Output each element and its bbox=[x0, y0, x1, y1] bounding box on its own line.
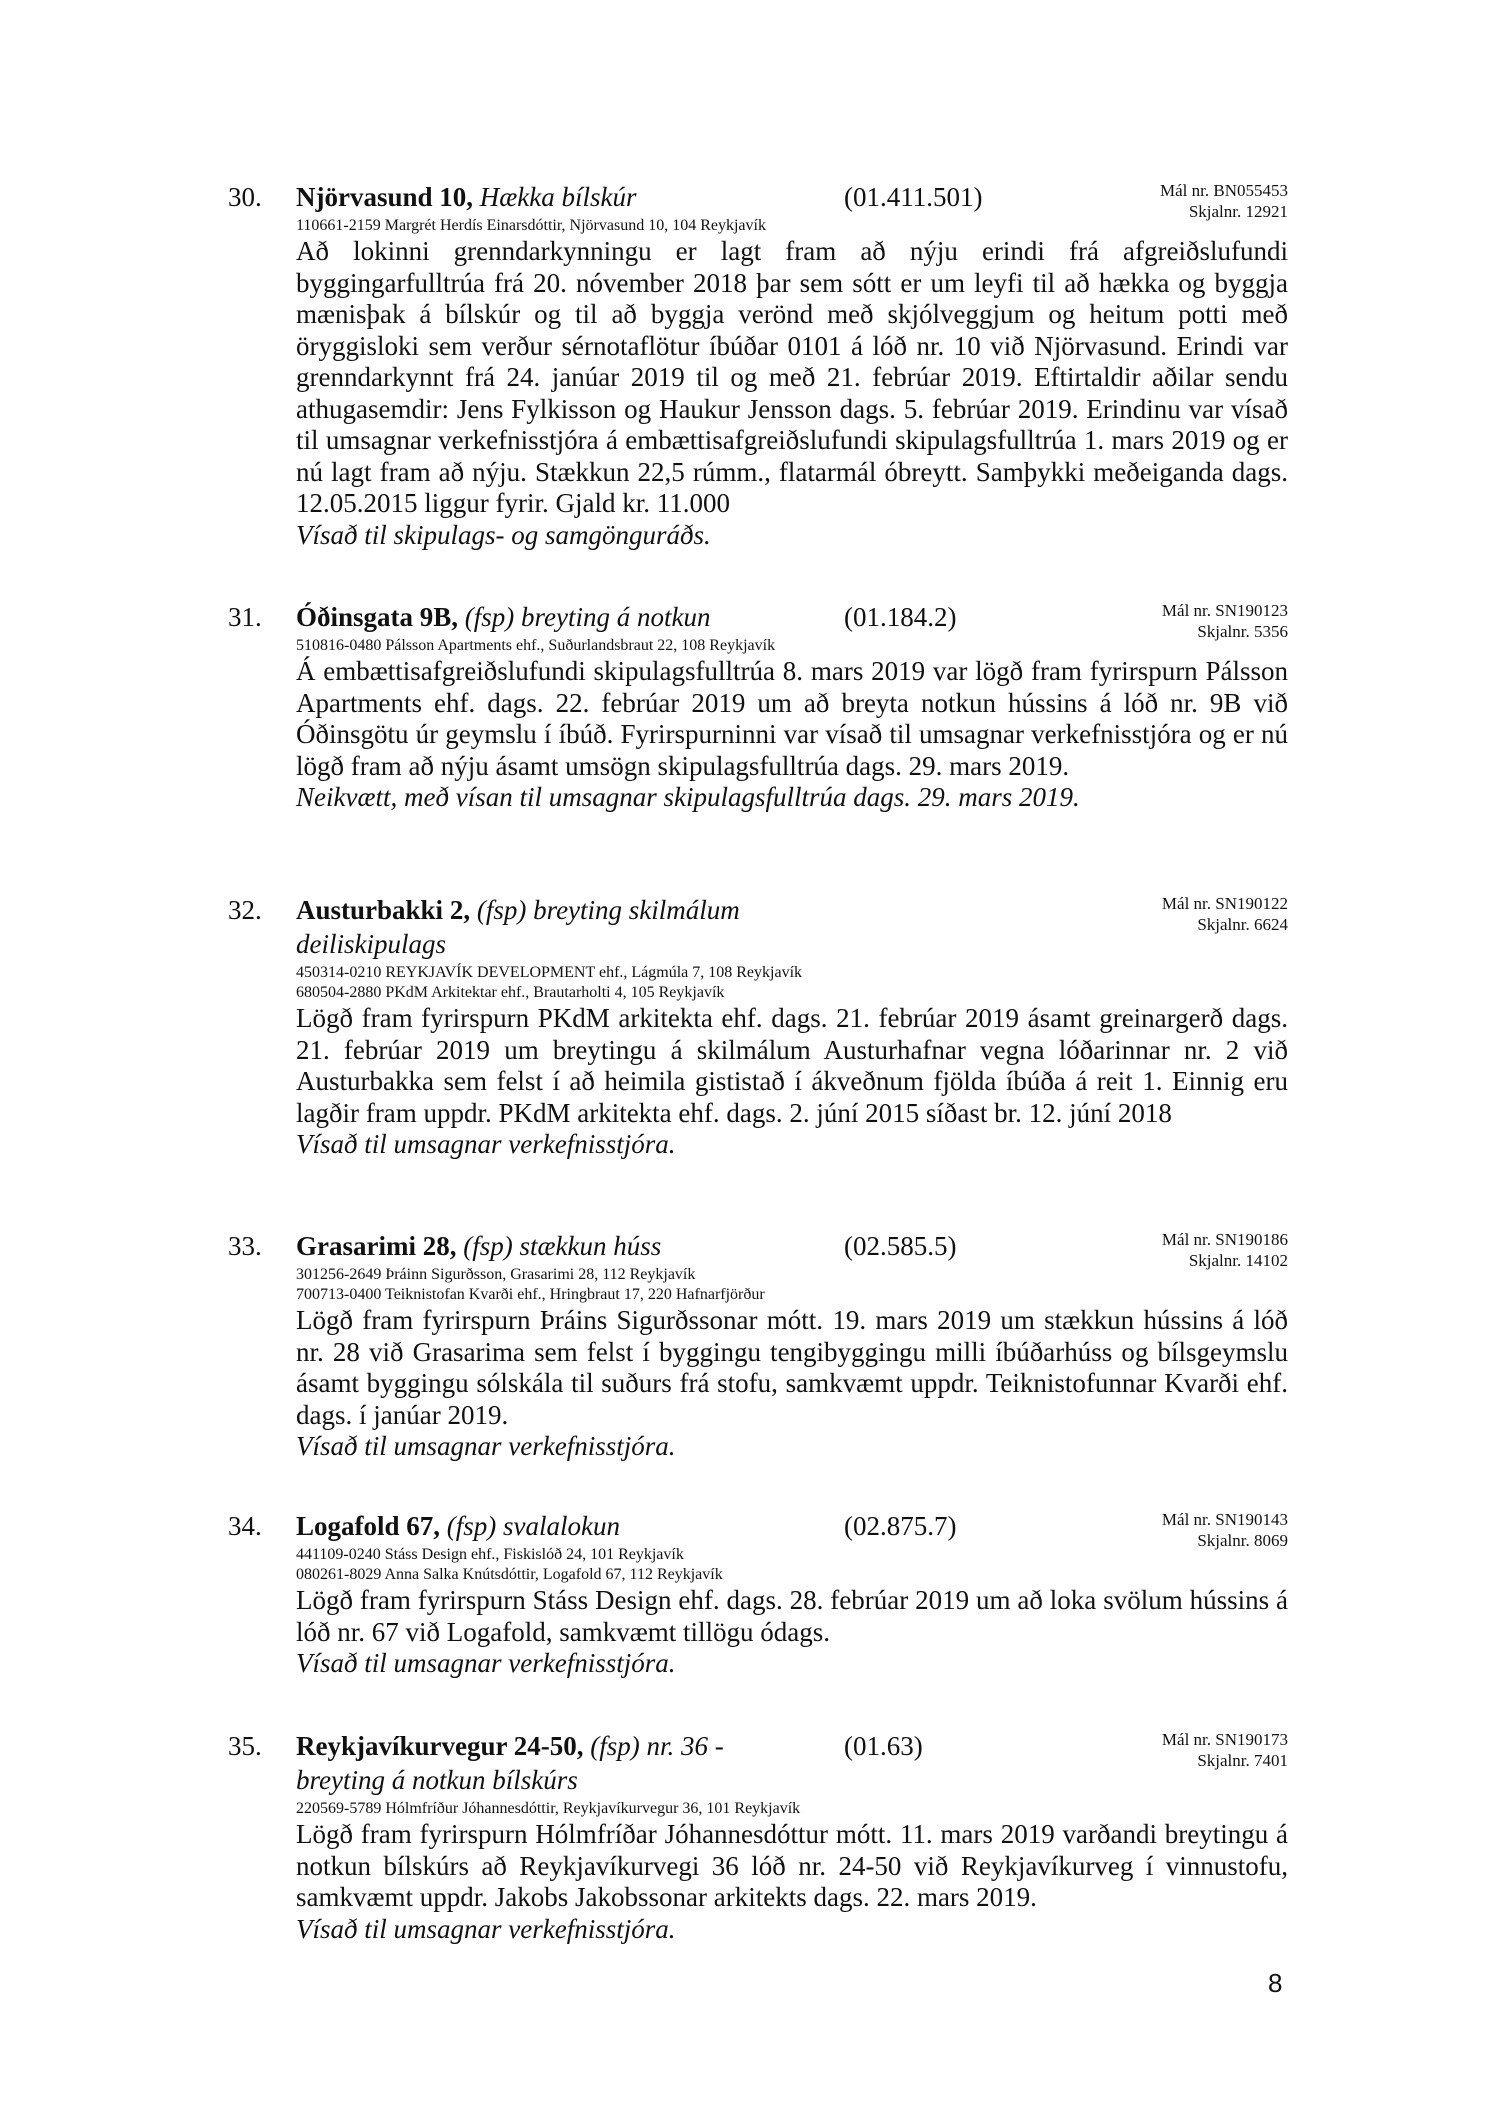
case-number: Mál nr. SN190122 bbox=[1161, 894, 1288, 913]
party-line: 220569-5789 Hólmfríður Jóhannesdóttir, Reykjavíkurvegur 36, 101 Reykjavík bbox=[296, 1800, 801, 1817]
case-refs bbox=[1162, 1229, 1288, 1271]
item-address: Logafold 67, bbox=[296, 1511, 441, 1541]
item-subject: Hækka bílskúr bbox=[479, 182, 637, 212]
item-address: Austurbakki 2, bbox=[296, 895, 471, 925]
agenda-item-32 bbox=[228, 893, 1288, 1161]
document-number: Skjalnr. 12921 bbox=[1188, 202, 1288, 221]
case-number: Mál nr. SN190186 bbox=[1161, 1230, 1288, 1249]
party-line: 080261-8029 Anna Salka Knútsdóttir, Logafold 67, 112 Reykjavík bbox=[296, 1566, 723, 1583]
parties bbox=[296, 216, 1288, 236]
case-number: Mál nr. BN055453 bbox=[1160, 181, 1288, 200]
party-line: 110661-2159 Margrét Herdís Einarsdóttir, Njörvasund 10, 104 Reykjavík bbox=[296, 217, 766, 234]
parties bbox=[296, 1799, 1288, 1819]
item-number: 30. bbox=[228, 182, 262, 212]
case-number: Mál nr. SN190143 bbox=[1161, 1510, 1288, 1529]
item-conclusion: Vísað til umsagnar verkefnisstjóra. bbox=[296, 1431, 676, 1461]
item-conclusion: Vísað til umsagnar verkefnisstjóra. bbox=[296, 1648, 676, 1678]
page-number: 8 bbox=[1268, 1968, 1283, 1998]
item-address: Grasarimi 28, bbox=[296, 1231, 457, 1261]
item-address: Reykjavíkurvegur 24-50, bbox=[296, 1731, 584, 1761]
item-body: Lögð fram fyrirspurn PKdM arkitekta ehf. dags. 21. febrúar 2019 ásamt greinargerð dags. 21. febrúar 2019 um breytingu á skilmálum Austurhafnar vegna lóðarinnar nr. 2 við Austurbakka sem felst í að heimila gististað í ákveðnum fjölda íbúða á reit 1. Einnig eru lagðir fram uppdr. PKdM arkitekta ehf. dags. 2. júní 2015 síðast br. 12. júní 2018 bbox=[296, 1003, 1288, 1128]
item-body: Lögð fram fyrirspurn Hólmfríðar Jóhannesdóttur mótt. 11. mars 2019 varðandi breytingu á notkun bílskúrs að Reykjavíkurvegi 36 lóð nr. 24-50 við Reykjavíkurveg í vinnustofu, samkvæmt uppdr. Jakobs Jakobssonar arkitekts dags. 22. mars 2019. bbox=[296, 1819, 1288, 1912]
item-address: Njörvasund 10, bbox=[296, 182, 474, 212]
item-conclusion: Vísað til umsagnar verkefnisstjóra. bbox=[296, 1913, 676, 1944]
item-subject: (fsp) nr. 36 - bbox=[590, 1731, 724, 1761]
case-refs bbox=[1162, 1729, 1288, 1771]
agenda-item-34 bbox=[228, 1509, 1288, 1680]
item-title bbox=[296, 1509, 756, 1543]
document-number: Skjalnr. 5356 bbox=[1197, 622, 1288, 641]
agenda-item-31 bbox=[228, 600, 1288, 814]
item-number: 33. bbox=[228, 1231, 262, 1261]
case-refs bbox=[1162, 600, 1288, 642]
item-address: Óðinsgata 9B, bbox=[296, 602, 459, 632]
parties bbox=[296, 963, 1288, 1003]
case-refs bbox=[1162, 1509, 1288, 1551]
agenda-item-30 bbox=[228, 180, 1288, 551]
party-line: 301256-2649 Þráinn Sigurðsson, Grasarimi 28, 112 Reykjavík bbox=[296, 1266, 696, 1283]
item-subject-continued: deiliskipulags bbox=[296, 929, 446, 959]
item-title bbox=[296, 1229, 756, 1263]
party-line: 441109-0240 Stáss Design ehf., Fiskislóð 24, 101 Reykjavík bbox=[296, 1546, 684, 1563]
party-line: 700713-0400 Teiknistofan Kvarði ehf., Hringbraut 17, 220 Hafnarfjörður bbox=[296, 1286, 765, 1303]
document-number: Skjalnr. 14102 bbox=[1188, 1251, 1288, 1270]
party-line: 510816-0480 Pálsson Apartments ehf., Suðurlandsbraut 22, 108 Reykjavík bbox=[296, 637, 776, 654]
item-code: (02.585.5) bbox=[844, 1231, 957, 1261]
item-body: Að lokinni grenndarkynningu er lagt fram að nýju erindi frá afgreiðslufundi byggingarfulltrúa frá 20. nóvember 2018 þar sem sótt er um leyfi til að hækka og byggja mænisþak á bílskúr og til að byggja verönd með skjólveggjum og heitum potti með öryggisloki sem verður sérnotaflötur íbúðar 0101 á lóð nr. 10 við Njörvasund. Erindi var grenndarkynnt frá 24. janúar 2019 til og með 21. febrúar 2019. Eftirtaldir aðilar sendu athugasemdir: Jens Fylkisson og Haukur Jensson dags. 5. febrúar 2019. Erindinu var vísað til umsagnar verkefnisstjóra á embættisafgreiðslufundi skipulagsfulltrúa 1. mars 2019 og er nú lagt fram að nýju. Stækkun 22,5 rúmm., flatarmál óbreytt. Samþykki meðeiganda dags. 12.05.2015 liggur fyrir. Gjald kr. 11.000 bbox=[296, 236, 1288, 518]
item-title bbox=[296, 1729, 756, 1797]
item-subject: (fsp) stækkun húss bbox=[463, 1231, 662, 1261]
parties bbox=[296, 1265, 1288, 1305]
item-subject: (fsp) breyting skilmálum bbox=[476, 895, 740, 925]
item-subject: (fsp) svalalokun bbox=[446, 1511, 621, 1541]
item-conclusion: Neikvætt, með vísan til umsagnar skipulagsfulltrúa dags. 29. mars 2019. bbox=[296, 782, 1080, 812]
item-code: (02.875.7) bbox=[844, 1511, 957, 1541]
item-number: 31. bbox=[228, 602, 262, 632]
item-number: 35. bbox=[228, 1731, 262, 1761]
item-number: 32. bbox=[228, 895, 262, 925]
parties bbox=[296, 636, 1288, 656]
case-refs bbox=[1162, 893, 1288, 935]
item-body: Lögð fram fyrirspurn Stáss Design ehf. dags. 28. febrúar 2019 um að loka svölum hússins á lóð nr. 67 við Logafold, samkvæmt tillögu ódags. bbox=[296, 1585, 1288, 1647]
item-title bbox=[296, 893, 756, 961]
document-number: Skjalnr. 8069 bbox=[1197, 1531, 1288, 1550]
item-conclusion: Vísað til skipulags- og samgönguráðs. bbox=[296, 519, 711, 550]
document-number: Skjalnr. 7401 bbox=[1197, 1751, 1288, 1770]
parties bbox=[296, 1545, 1288, 1585]
item-subject: (fsp) breyting á notkun bbox=[464, 602, 711, 632]
item-code: (01.63) bbox=[844, 1731, 923, 1761]
document-number: Skjalnr. 6624 bbox=[1197, 915, 1288, 934]
case-number: Mál nr. SN190123 bbox=[1161, 601, 1288, 620]
case-number: Mál nr. SN190173 bbox=[1161, 1730, 1288, 1749]
item-body: Lögð fram fyrirspurn Þráins Sigurðssonar mótt. 19. mars 2019 um stækkun hússins á lóð nr. 28 við Grasarima sem felst í byggingu tengibyggingu milli íbúðarhúss og bílsgeymslu ásamt byggingu sólskála til suðurs frá stofu, samkvæmt uppdr. Teiknistofunnar Kvarði ehf. dags. í janúar 2019. bbox=[296, 1305, 1288, 1430]
item-conclusion: Vísað til umsagnar verkefnisstjóra. bbox=[296, 1129, 676, 1159]
party-line: 680504-2880 PKdM Arkitektar ehf., Brautarholti 4, 105 Reykjavík bbox=[296, 984, 725, 1001]
agenda-item-35 bbox=[228, 1729, 1288, 1945]
case-refs bbox=[1160, 180, 1288, 222]
item-number: 34. bbox=[228, 1511, 262, 1541]
party-line: 450314-0210 REYKJAVÍK DEVELOPMENT ehf., Lágmúla 7, 108 Reykjavík bbox=[296, 964, 803, 981]
item-title bbox=[296, 180, 756, 214]
item-title bbox=[296, 600, 756, 634]
item-code: (01.411.501) bbox=[844, 182, 983, 212]
item-code: (01.184.2) bbox=[844, 602, 957, 632]
item-body: Á embættisafgreiðslufundi skipulagsfulltrúa 8. mars 2019 var lögð fram fyrirspurn Pálsson Apartments ehf. dags. 22. febrúar 2019 um að breyta notkun hússins á lóð nr. 9B við Óðinsgötu úr geymslu í íbúð. Fyrirspurninni var vísað til umsagnar verkefnisstjóra og er nú lögð fram að nýju ásamt umsögn skipulagsfulltrúa dags. 29. mars 2019. bbox=[296, 656, 1288, 781]
agenda-item-33 bbox=[228, 1229, 1288, 1463]
item-subject-continued: breyting á notkun bílskúrs bbox=[296, 1765, 578, 1795]
